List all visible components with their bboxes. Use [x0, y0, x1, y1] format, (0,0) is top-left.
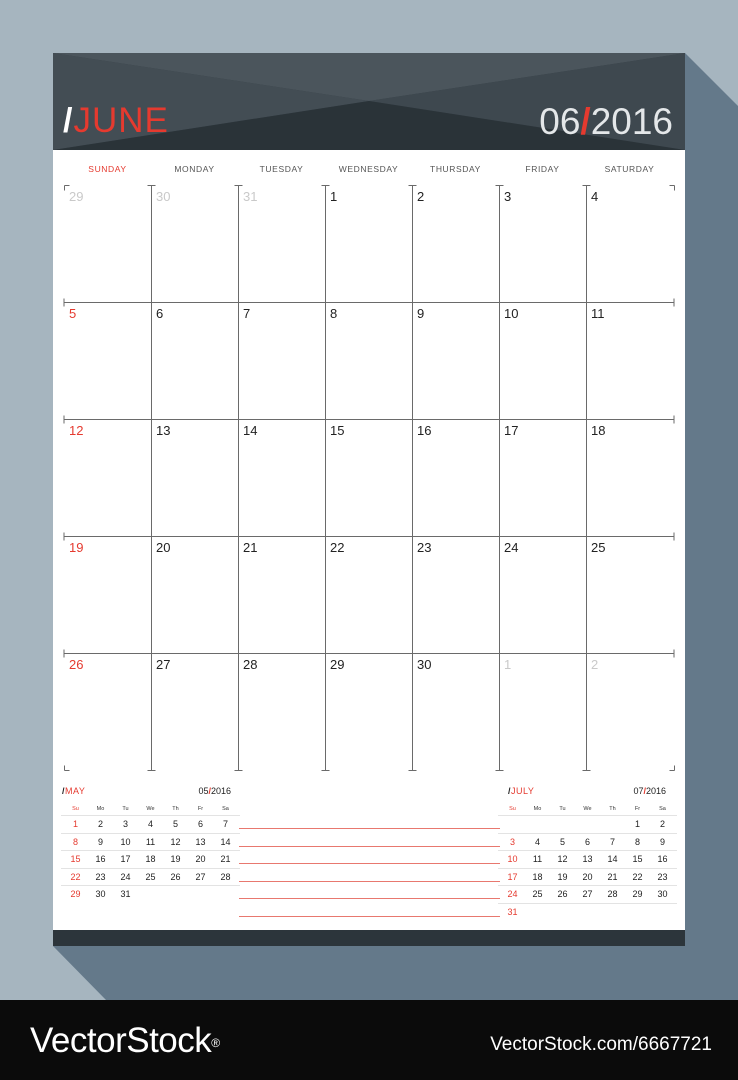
mini-may-day: 11 [145, 836, 156, 847]
mini-may-weekday-header: Tu [122, 806, 129, 812]
weekday-saturday: SATURDAY [604, 164, 655, 174]
mini-may-day: 20 [195, 854, 206, 865]
mini-july-weekday-header: Mo [533, 806, 542, 812]
day-number: 25 [591, 540, 606, 555]
day-number: 4 [591, 189, 599, 204]
mini-july-day: 25 [532, 889, 543, 900]
mini-july-day: 26 [557, 889, 568, 900]
mini-may-day: 16 [95, 854, 106, 865]
day-number: 22 [330, 540, 345, 555]
month-number: 06 [539, 101, 581, 142]
mini-may-name: MAY [65, 786, 86, 796]
mini-july-day: 13 [582, 854, 593, 865]
mini-july-day: 10 [507, 854, 518, 865]
weekday-wednesday: WEDNESDAY [338, 164, 399, 174]
mini-july-day: 12 [557, 854, 568, 865]
day-number: 12 [69, 423, 84, 438]
mini-may-day: 19 [170, 854, 181, 865]
day-number: 3 [504, 189, 512, 204]
day-number: 16 [417, 423, 432, 438]
mini-july-row-rule [498, 850, 677, 851]
mini-july-title [508, 786, 534, 796]
note-line [239, 863, 500, 864]
mini-may-day: 12 [170, 836, 181, 847]
mini-july-day: 21 [607, 871, 618, 882]
mini-may-day: 1 [72, 819, 78, 829]
mini-july-name: JULY [511, 786, 535, 796]
mini-may-day: 9 [97, 836, 103, 847]
mini-july-day: 16 [657, 854, 668, 865]
mini-may-row-rule [61, 833, 240, 834]
title-slash: / [63, 102, 74, 140]
day-number: 30 [417, 657, 432, 672]
mini-july-day: 29 [632, 889, 643, 900]
registered-mark: ® [211, 1036, 220, 1050]
mini-may-day: 29 [70, 889, 81, 900]
watermark-image-id: VectorStock.com/6667721 [490, 1034, 712, 1055]
mini-may-weekday-header: Sa [222, 806, 229, 812]
mini-july-weekday-header: Th [609, 806, 616, 812]
mini-may-date [171, 786, 231, 796]
day-number: 30 [156, 189, 171, 204]
note-line [239, 846, 500, 847]
mini-may-day: 6 [197, 819, 203, 829]
calendar-page [53, 53, 685, 946]
mini-may-day: 30 [95, 889, 106, 900]
mini-july-day: 6 [584, 836, 590, 847]
mini-may-day: 25 [145, 871, 156, 882]
day-number: 11 [591, 306, 605, 321]
mini-july-day: 18 [532, 871, 543, 882]
mini-july-day: 20 [582, 871, 593, 882]
day-number: 1 [504, 657, 512, 672]
day-number: 14 [243, 423, 258, 438]
mini-may-day: 28 [220, 871, 231, 882]
mini-may-number: 05 [198, 786, 209, 796]
mini-july-day: 11 [532, 854, 543, 865]
day-number: 18 [591, 423, 606, 438]
mini-july-row-rule [498, 885, 677, 886]
mini-may-day: 7 [222, 819, 228, 829]
mini-may-day: 17 [120, 854, 131, 865]
note-line [239, 881, 500, 882]
day-number: 13 [156, 423, 171, 438]
mini-may-weekday-header: Fr [197, 806, 204, 812]
day-number: 5 [69, 306, 77, 321]
mini-july-row-rule [498, 868, 677, 869]
mini-july-day: 28 [607, 889, 618, 900]
mini-may-day: 22 [70, 871, 81, 882]
day-number: 31 [243, 189, 258, 204]
day-number: 19 [69, 540, 84, 555]
day-number: 29 [330, 657, 345, 672]
day-number: 29 [69, 189, 84, 204]
mini-may-day: 8 [72, 836, 78, 847]
mini-july-weekday-header: Fr [634, 806, 641, 812]
day-number: 21 [243, 540, 258, 555]
mini-july-day: 8 [634, 836, 640, 847]
mini-may-title [62, 786, 85, 796]
mini-may-day: 3 [122, 819, 128, 829]
day-number: 24 [504, 540, 519, 555]
watermark-brand: VectorStock [30, 1021, 212, 1060]
year: 2016 [590, 101, 673, 142]
mini-may-row-rule [61, 885, 240, 886]
day-number: 20 [156, 540, 171, 555]
mini-may-day: 15 [70, 854, 81, 865]
weekday-friday: FRIDAY [525, 164, 560, 174]
day-number: 6 [156, 306, 164, 321]
day-number: 7 [243, 306, 251, 321]
mini-may-day: 23 [95, 871, 106, 882]
mini-may-day: 31 [120, 889, 131, 900]
month-year-slash: / [580, 101, 591, 142]
mini-july-day: 30 [657, 889, 668, 900]
month-title [63, 103, 169, 139]
mini-july-day: 4 [534, 836, 540, 847]
mini-may-weekday-header: Mo [96, 806, 105, 812]
month-year [539, 103, 673, 141]
mini-may-year: 2016 [210, 786, 231, 796]
day-number: 28 [243, 657, 258, 672]
mini-may-weekday-header: Th [172, 806, 179, 812]
mini-may-row-rule [61, 868, 240, 869]
mini-july-day: 19 [557, 871, 568, 882]
mini-may-weekday-header: We [146, 806, 155, 812]
mini-july-weekday-header: Tu [559, 806, 566, 812]
mini-may-day: 27 [195, 871, 206, 882]
day-number: 23 [417, 540, 432, 555]
mini-july-day: 2 [659, 819, 665, 829]
mini-may-weekday-header: Su [72, 806, 79, 812]
mini-july-number: 07 [633, 786, 644, 796]
weekday-tuesday: TUESDAY [259, 164, 304, 174]
mini-may-day: 18 [145, 854, 156, 865]
mini-may-slash: / [62, 786, 66, 796]
mini-may-day: 21 [220, 854, 231, 865]
mini-july-day: 9 [659, 836, 665, 847]
day-number: 8 [330, 306, 338, 321]
day-number: 10 [504, 306, 519, 321]
mini-july-year: 2016 [645, 786, 666, 796]
mini-may-row-rule [61, 850, 240, 851]
mini-july-weekday-header: We [583, 806, 592, 812]
note-line [239, 916, 500, 917]
mini-july-day: 27 [582, 889, 593, 900]
mini-july-day: 17 [507, 871, 518, 882]
mini-may-day: 26 [170, 871, 181, 882]
mini-may-day: 10 [120, 836, 131, 847]
month-name: JUNE [73, 101, 169, 140]
day-number: 17 [504, 423, 519, 438]
mini-july-day: 7 [609, 836, 615, 847]
mini-may-date-slash: / [208, 786, 211, 796]
mini-july-day: 5 [559, 836, 565, 847]
mini-may-day: 14 [220, 836, 231, 847]
mini-july-day: 22 [632, 871, 643, 882]
mini-july-day: 3 [509, 836, 515, 847]
day-number: 2 [417, 189, 425, 204]
weekday-monday: MONDAY [174, 164, 215, 174]
weekday-thursday: THURSDAY [430, 164, 481, 174]
mini-july-row-rule [498, 815, 677, 816]
mini-july-weekday-header: Sa [659, 806, 666, 812]
mini-may-day: 13 [195, 836, 206, 847]
day-number: 2 [591, 657, 599, 672]
mini-july-day: 1 [634, 819, 640, 829]
mini-may-day: 24 [120, 871, 131, 882]
mini-may-day: 2 [97, 819, 103, 829]
mini-july-row-rule [498, 903, 677, 904]
mini-july-day: 23 [657, 871, 668, 882]
mini-may-row-rule [61, 815, 240, 816]
day-number: 27 [156, 657, 171, 672]
mini-july-weekday-header: Su [509, 806, 516, 812]
mini-july-day: 14 [607, 854, 618, 865]
day-number: 1 [330, 189, 338, 204]
mini-july-day: 15 [632, 854, 643, 865]
mini-july-day: 24 [507, 889, 518, 900]
calendar-footer-bar [53, 930, 685, 946]
mini-may-day: 5 [172, 819, 178, 829]
watermark-logo [30, 1021, 220, 1061]
calendar-header [53, 53, 685, 150]
day-number: 26 [69, 657, 84, 672]
mini-july-date-slash: / [643, 786, 646, 796]
day-number: 15 [330, 423, 345, 438]
day-number: 9 [417, 306, 425, 321]
weekday-sunday: SUNDAY [88, 164, 127, 174]
mini-july-day: 31 [507, 907, 518, 917]
note-line [239, 898, 500, 899]
mini-july-slash: / [508, 786, 512, 796]
mini-may-day: 4 [147, 819, 153, 829]
mini-july-date [606, 786, 666, 796]
mini-july-row-rule [498, 833, 677, 834]
note-line [239, 828, 500, 829]
